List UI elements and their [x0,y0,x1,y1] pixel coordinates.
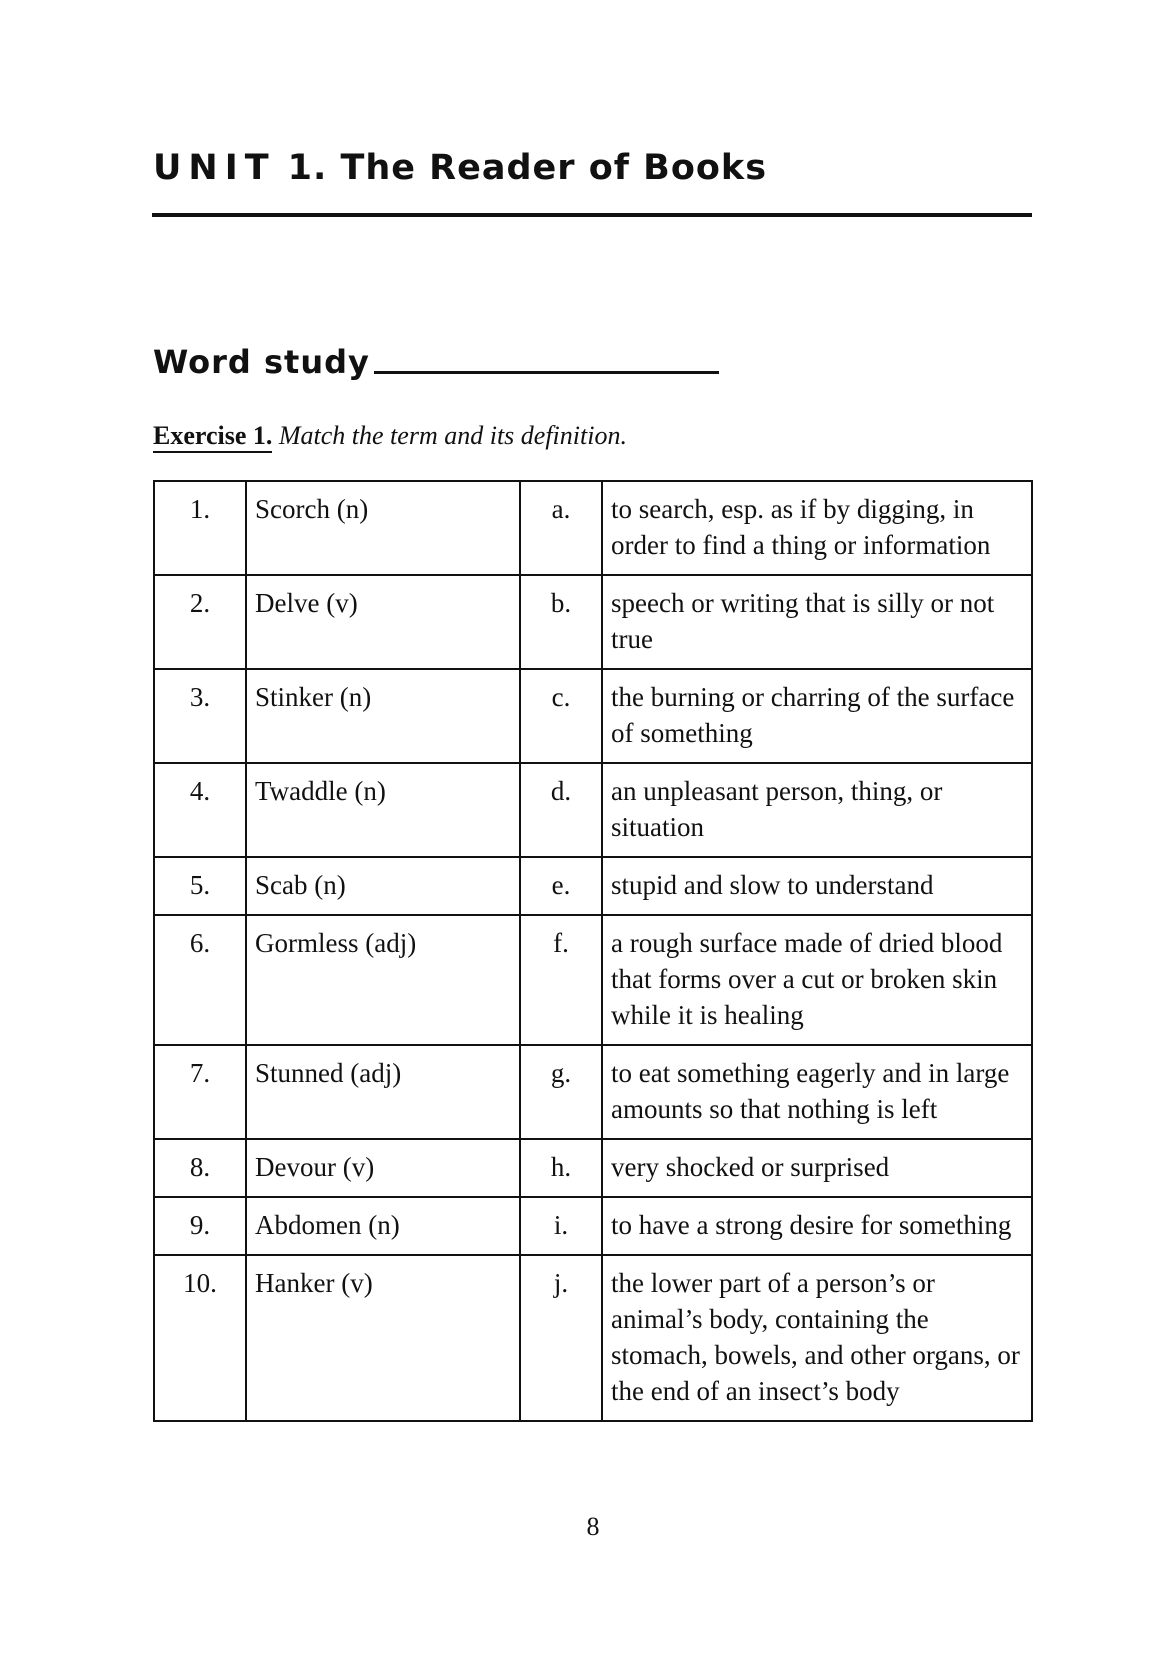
definition-letter: e. [520,857,602,915]
term-word: Scab (n) [246,857,520,915]
term-word: Scorch (n) [246,481,520,575]
table-row [154,857,1032,915]
table-row [154,915,1032,1045]
unit-title-text: 1. The Reader of Books [287,148,768,188]
definition-text: to search, esp. as if by digging, in order to find a thing or information [602,481,1032,575]
table-row [154,481,1032,575]
definition-letter: g. [520,1045,602,1139]
exercise-label: Exercise 1. [153,421,272,453]
definition-text: to eat something eagerly and in large amounts so that nothing is left [602,1045,1032,1139]
exercise-heading [153,421,627,451]
term-number: 5. [154,857,246,915]
unit-title-rule [152,213,1032,217]
table-row [154,1139,1032,1197]
section-title: Word study [153,343,370,381]
definition-text: stupid and slow to understand [602,857,1032,915]
table-row [154,763,1032,857]
definition-letter: f. [520,915,602,1045]
table-row [154,1197,1032,1255]
term-number: 8. [154,1139,246,1197]
definition-text: a rough surface made of dried blood that forms over a cut or broken skin while it is healing [602,915,1032,1045]
definition-text: very shocked or surprised [602,1139,1032,1197]
definition-text: the lower part of a person’s or animal’s body, containing the stomach, bowels, and other organs, or the end of an insect’s body [602,1255,1032,1421]
table-row [154,669,1032,763]
term-word: Twaddle (n) [246,763,520,857]
table-row [154,1045,1032,1139]
exercise-instruction: Match the term and its definition. [278,421,627,450]
term-number: 6. [154,915,246,1045]
definition-letter: d. [520,763,602,857]
section-title-rule [374,371,719,374]
definition-text: to have a strong desire for something [602,1197,1032,1255]
term-number: 1. [154,481,246,575]
table-row [154,575,1032,669]
definition-letter: i. [520,1197,602,1255]
definition-letter: b. [520,575,602,669]
term-number: 10. [154,1255,246,1421]
term-number: 2. [154,575,246,669]
term-word: Delve (v) [246,575,520,669]
term-number: 4. [154,763,246,857]
term-number: 9. [154,1197,246,1255]
definition-letter: h. [520,1139,602,1197]
unit-title [153,148,767,188]
definition-text: an unpleasant person, thing, or situation [602,763,1032,857]
term-word: Abdomen (n) [246,1197,520,1255]
term-word: Devour (v) [246,1139,520,1197]
term-word: Stinker (n) [246,669,520,763]
term-table-body [154,481,1032,1421]
term-number: 7. [154,1045,246,1139]
definition-text: the burning or charring of the surface of something [602,669,1032,763]
page-number: 8 [586,1512,600,1541]
term-word: Stunned (adj) [246,1045,520,1139]
definition-letter: j. [520,1255,602,1421]
table-row [154,1255,1032,1421]
definition-letter: c. [520,669,602,763]
unit-label: UNIT [153,148,276,188]
term-number: 3. [154,669,246,763]
term-word: Gormless (adj) [246,915,520,1045]
term-definition-table [153,480,1033,1422]
definition-letter: a. [520,481,602,575]
term-word: Hanker (v) [246,1255,520,1421]
definition-text: speech or writing that is silly or not true [602,575,1032,669]
